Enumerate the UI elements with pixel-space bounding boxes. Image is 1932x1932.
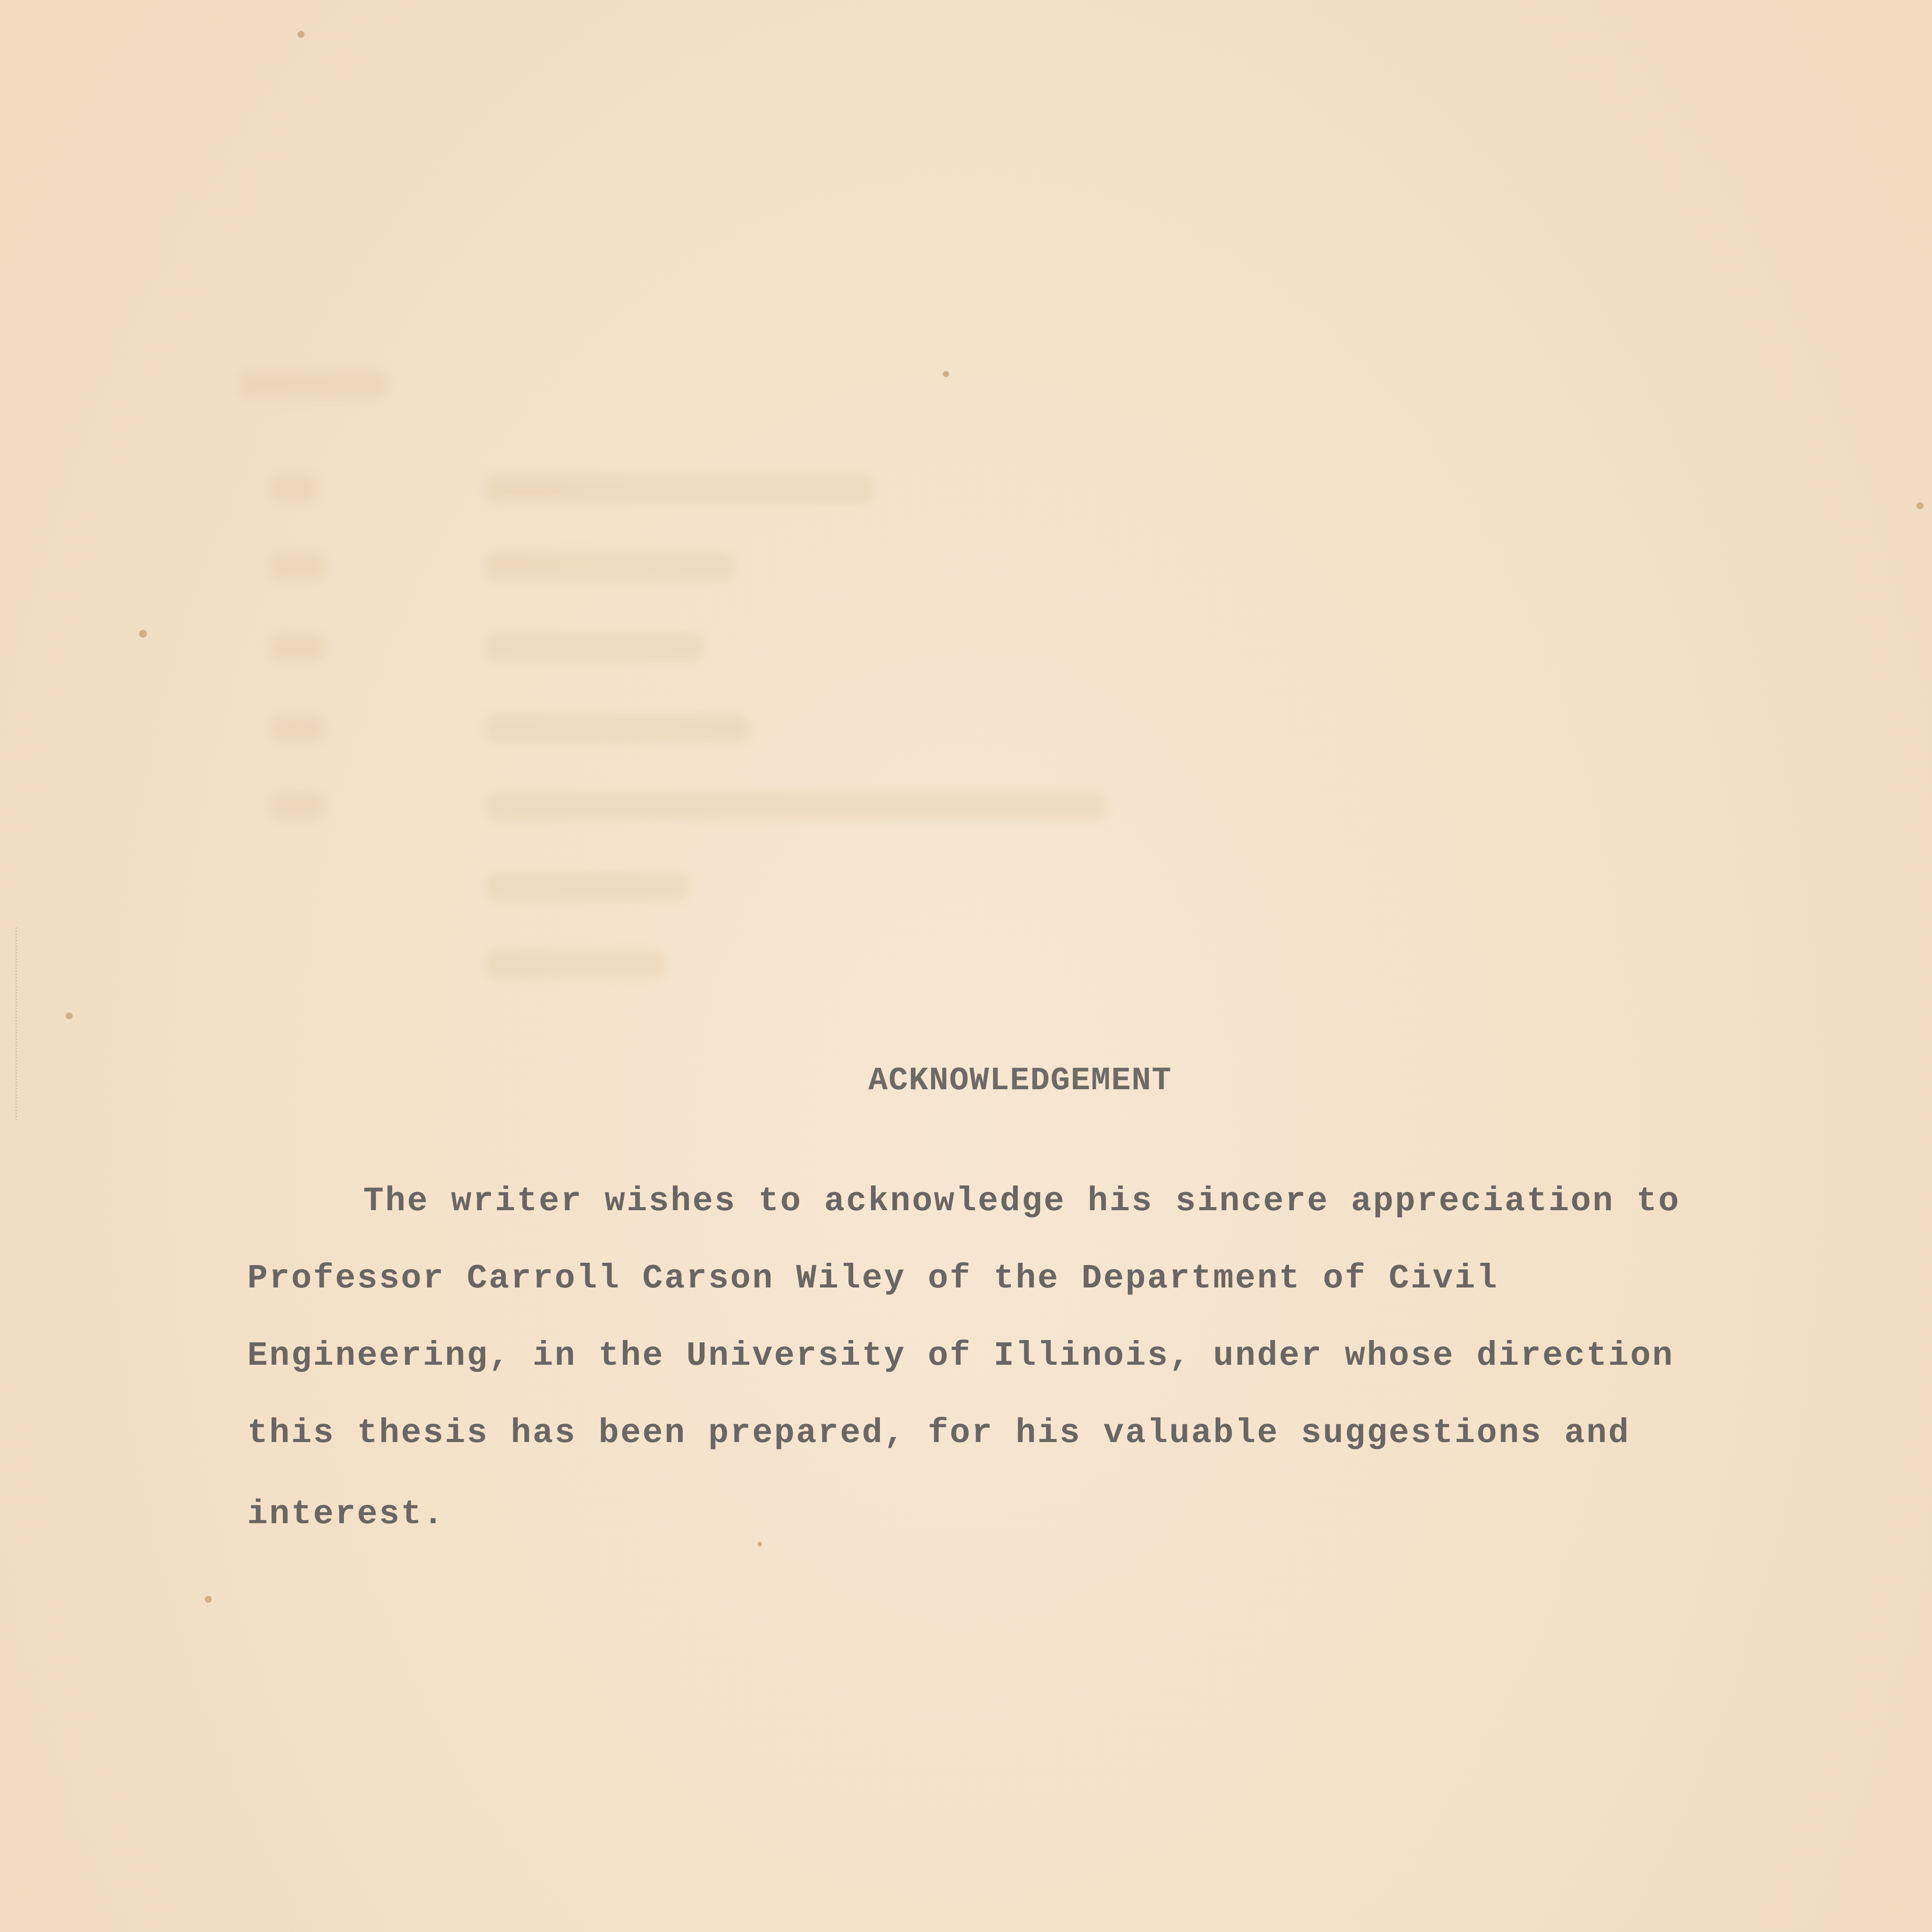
show-through-mark bbox=[487, 792, 1105, 819]
paper-speck bbox=[139, 630, 147, 638]
show-through-mark bbox=[487, 553, 734, 580]
paragraph-line: Engineering, in the University of Illinois, under whose direction bbox=[247, 1337, 1674, 1375]
paragraph-line: interest. bbox=[247, 1495, 445, 1534]
show-through-mark bbox=[270, 553, 325, 580]
show-through-mark bbox=[240, 371, 386, 398]
show-through-mark bbox=[270, 634, 325, 661]
paper-speck bbox=[757, 1542, 762, 1546]
show-through-mark bbox=[487, 634, 703, 661]
margin-marks bbox=[15, 927, 19, 1121]
paragraph-line: The writer wishes to acknowledge his sincere appreciation to bbox=[363, 1182, 1680, 1221]
paper-speck bbox=[1917, 502, 1923, 509]
show-through-mark bbox=[270, 792, 325, 819]
show-through-mark bbox=[487, 475, 873, 502]
paper-speck bbox=[298, 31, 304, 38]
paragraph-line: Professor Carroll Carson Wiley of the Department of Civil bbox=[247, 1260, 1499, 1298]
show-through-mark bbox=[270, 715, 325, 742]
paragraph-line: this thesis has been prepared, for his valuable suggestions and bbox=[247, 1414, 1630, 1452]
show-through-mark bbox=[270, 475, 317, 502]
paper-speck bbox=[66, 1012, 73, 1019]
show-through-mark bbox=[487, 715, 750, 742]
show-through-mark bbox=[487, 873, 688, 900]
show-through-mark bbox=[487, 951, 665, 978]
paper-speck bbox=[205, 1596, 212, 1603]
paper-speck bbox=[943, 371, 949, 377]
page-heading: ACKNOWLEDGEMENT bbox=[868, 1063, 1172, 1099]
